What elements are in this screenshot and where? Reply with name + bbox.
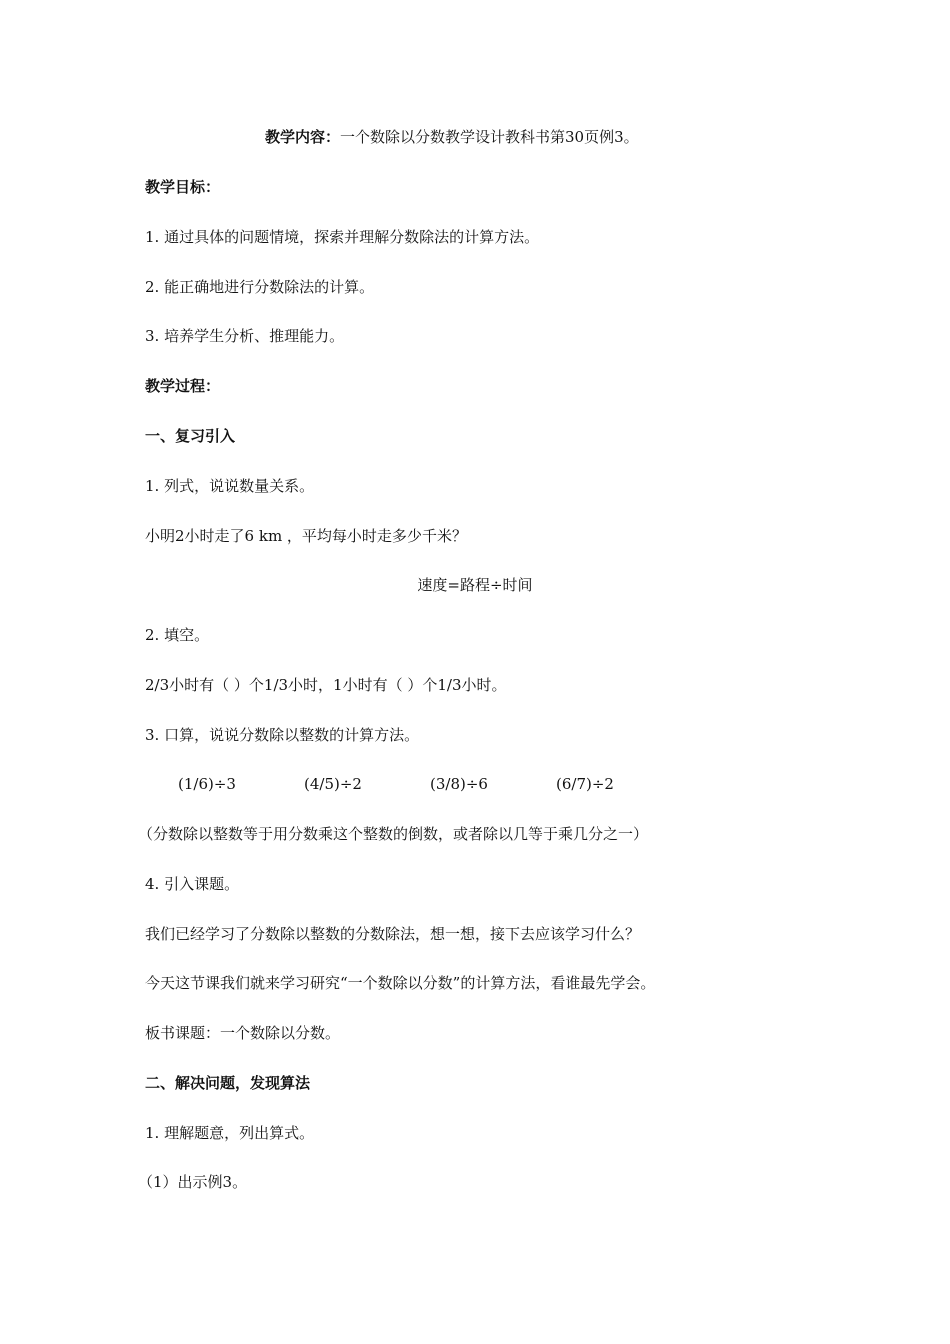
section1-item-1: 1. 列式，说说数量关系。 [145, 477, 315, 495]
objective-item-1: 1. 通过具体的问题情境，探索并理解分数除法的计算方法。 [145, 228, 540, 246]
section2-item-1: 1. 理解题意，列出算式。 [145, 1124, 315, 1142]
section1-paragraph-2: 今天这节课我们就来学习研究“一个数除以分数”的计算方法，看谁最先学会。 [145, 974, 656, 992]
section1-item-4: 4. 引入课题。 [145, 875, 240, 893]
section2-heading: 二、解决问题，发现算法 [145, 1074, 311, 1092]
lesson-title-text: 一个数除以分数教学设计教科书第30页例3。 [340, 128, 639, 146]
objective-item-2: 2. 能正确地进行分数除法的计算。 [145, 278, 375, 296]
lesson-title-label: 教学内容： [265, 128, 341, 146]
section1-item-3: 3. 口算，说说分数除以整数的计算方法。 [145, 726, 420, 744]
section1-item-2: 2. 填空。 [145, 626, 210, 644]
section1-paragraph-1: 我们已经学习了分数除以整数的分数除法，想一想，接下去应该学习什么？ [145, 925, 641, 943]
expression-2: (4/5)÷2 [304, 775, 362, 793]
expression-4: (6/7)÷2 [556, 775, 614, 793]
division-rule-note: （分数除以整数等于用分数乘这个整数的倒数，或者除以几等于乘几分之一） [138, 825, 649, 843]
lesson-title [265, 127, 639, 147]
expression-1: (1/6)÷3 [178, 775, 236, 793]
expression-3: (3/8)÷6 [430, 775, 488, 793]
section2-sub-1: （1）出示例3。 [138, 1173, 248, 1191]
section1-heading: 一、复习引入 [145, 427, 236, 445]
section1-question: 小明2小时走了6 km ，平均每小时走多少千米？ [145, 527, 467, 545]
board-topic: 板书课题：一个数除以分数。 [145, 1024, 341, 1042]
objective-item-3: 3. 培养学生分析、推理能力。 [145, 327, 345, 345]
objectives-heading: 教学目标： [145, 178, 221, 196]
fill-blank-question: 2/3小时有（ ）个1/3小时，1小时有（ ）个1/3小时。 [145, 676, 507, 694]
speed-formula: 速度=路程÷时间 [417, 576, 533, 594]
process-heading: 教学过程： [145, 377, 221, 395]
